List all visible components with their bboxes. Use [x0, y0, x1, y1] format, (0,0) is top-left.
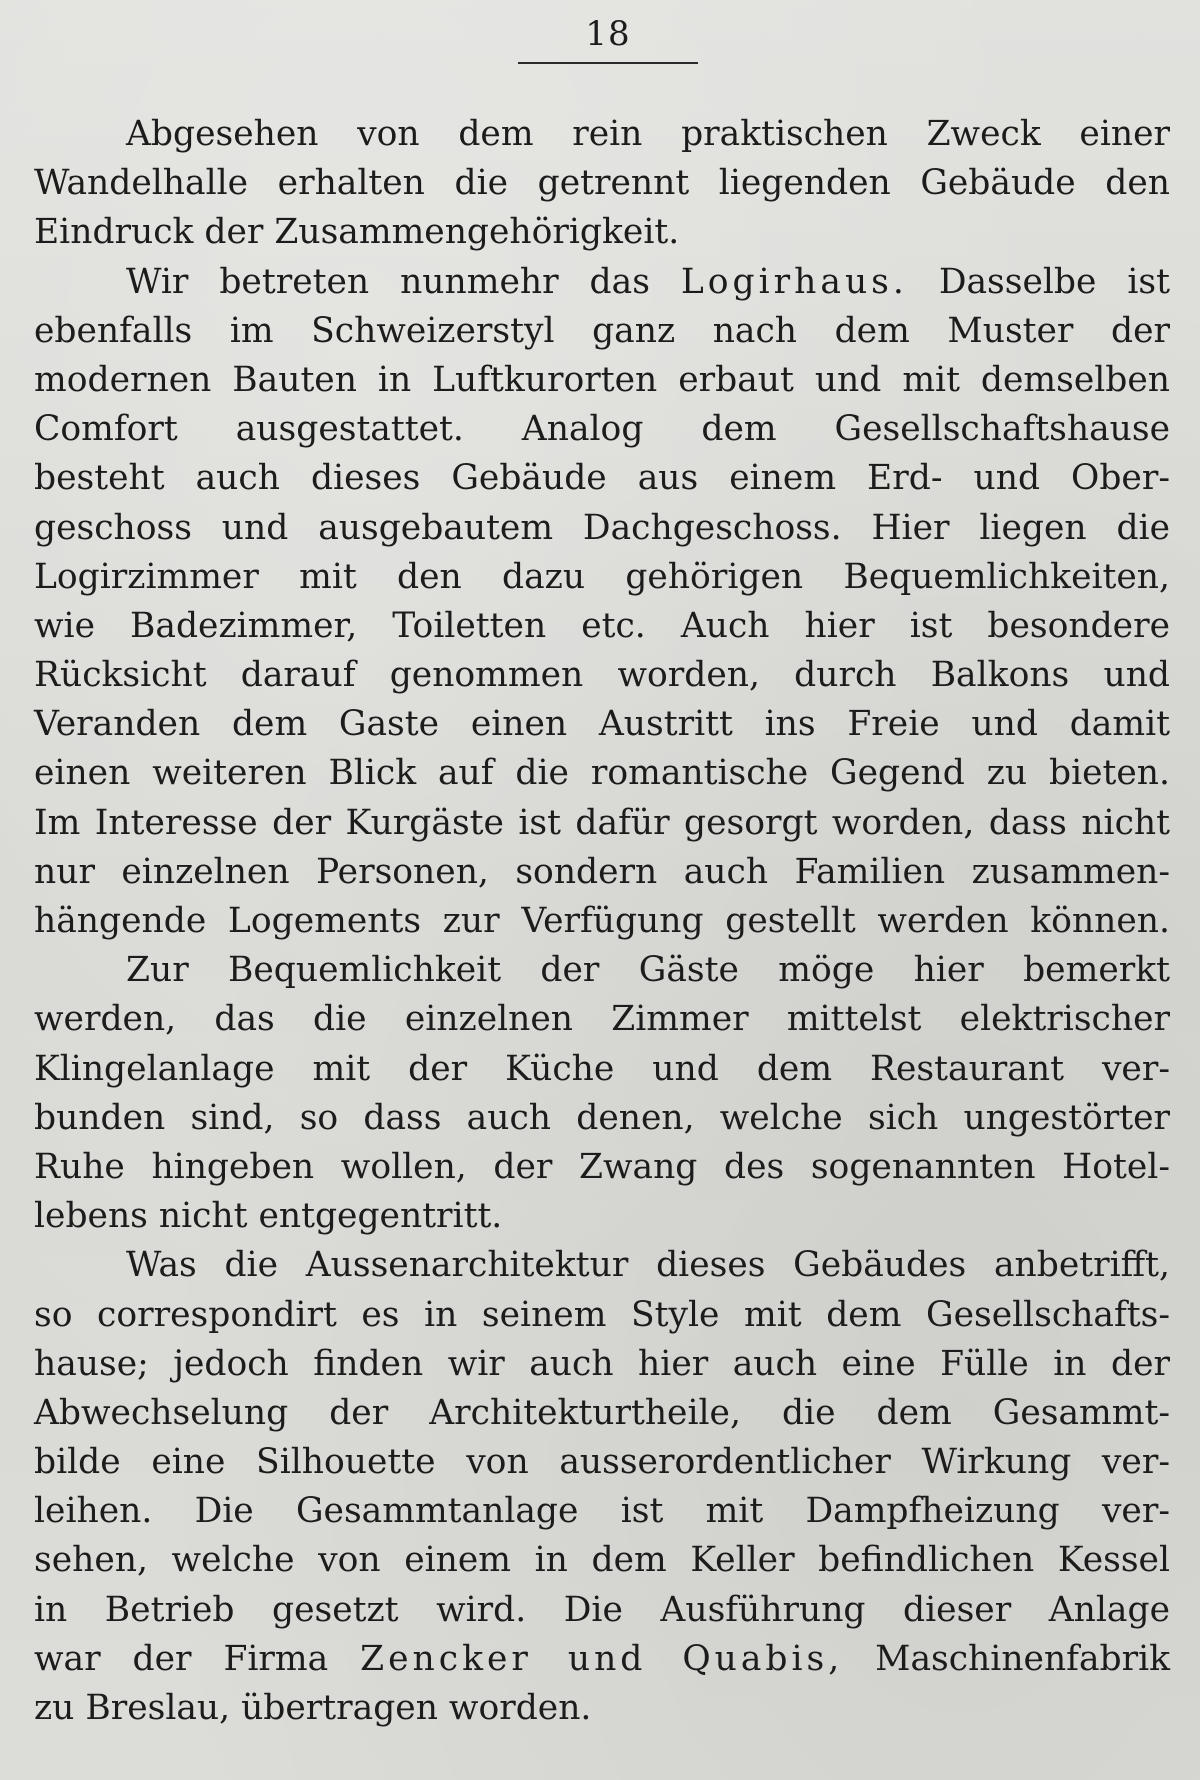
text-line: Im Interesse der Kurgäste ist dafür gesorgt worden, dass nicht	[34, 802, 1170, 843]
spaced-term: Zencker und Quabis,	[360, 1638, 844, 1679]
text-line: geschoss und ausgebautem Dachgeschoss. Hier liegen die	[34, 507, 1170, 548]
text-line: lebens nicht entgegentritt.	[34, 1196, 503, 1237]
text-line: in Betrieb gesetzt wird. Die Ausführung dieser Anlage	[34, 1589, 1170, 1630]
text-line: nur einzelnen Personen, sondern auch Familien zusammen-	[34, 851, 1170, 892]
text-line: hause; jedoch finden wir auch hier auch eine Fülle in der	[34, 1343, 1170, 1384]
text-line: Wandelhalle erhalten die getrennt liegenden Gebäude den	[34, 163, 1170, 204]
paragraph	[34, 1241, 1170, 1733]
text-line	[34, 1635, 1170, 1684]
text-line: besteht auch dieses Gebäude aus einem Erd- und Ober-	[34, 458, 1170, 499]
paragraph	[34, 110, 1170, 258]
text-line: Logirzimmer mit den dazu gehörigen Bequemlichkeiten,	[34, 556, 1170, 597]
text-line: einen weiteren Blick auf die romantische Gegend zu bieten.	[34, 753, 1170, 794]
text-line: Abwechselung der Architekturtheile, die dem Gesammt-	[34, 1392, 1170, 1433]
text-body	[34, 110, 1170, 1733]
text-line: Abgesehen von dem rein praktischen Zweck einer	[126, 114, 1170, 154]
text-line: bilde eine Silhouette von ausserordentlicher Wirkung ver-	[34, 1442, 1170, 1483]
text-line: Comfort ausgestattet. Analog dem Gesellschaftshause	[34, 409, 1170, 450]
text-line: wie Badezimmer, Toiletten etc. Auch hier ist besondere	[34, 605, 1170, 646]
text-line: sehen, welche von einem in dem Keller befindlichen Kessel	[34, 1540, 1170, 1581]
text-fragment: Dasselbe ist	[938, 261, 1170, 302]
text-line: Veranden dem Gaste einen Austritt ins Freie und damit	[34, 704, 1170, 745]
text-fragment: Wir betreten nunmehr das	[126, 261, 650, 302]
header-rule	[518, 62, 698, 64]
text-line: Klingelanlage mit der Küche und dem Restaurant ver-	[34, 1048, 1170, 1089]
text-line: zu Breslau, übertragen worden.	[34, 1688, 592, 1728]
text-line: Rücksicht darauf genommen worden, durch Balkons und	[34, 655, 1170, 696]
page-number: 18	[585, 14, 631, 54]
text-fragment: war der Firma	[34, 1638, 329, 1679]
text-line: Eindruck der Zusammengehörigkeit.	[34, 212, 680, 253]
text-line: so correspondirt es in seinem Style mit dem Gesellschafts-	[34, 1294, 1170, 1335]
text-line: modernen Bauten in Luftkurorten erbaut und mit demselben	[34, 359, 1170, 400]
paragraph	[34, 258, 1170, 947]
text-line: hängende Logements zur Verfügung gestellt werden können.	[34, 901, 1170, 941]
text-line: werden, das die einzelnen Zimmer mittelst elektrischer	[34, 999, 1170, 1040]
text-line: bunden sind, so dass auch denen, welche sich ungestörter	[34, 1097, 1170, 1138]
spaced-term: Logirhaus.	[680, 261, 908, 302]
text-line	[34, 258, 1170, 307]
paragraph	[34, 946, 1170, 1241]
text-line: Was die Aussenarchitektur dieses Gebäudes anbetrifft,	[126, 1245, 1170, 1286]
text-line: leihen. Die Gesammtanlage ist mit Dampfheizung ver-	[34, 1491, 1170, 1532]
text-line: ebenfalls im Schweizerstyl ganz nach dem Muster der	[34, 310, 1170, 351]
text-line: Ruhe hingeben wollen, der Zwang des sogenannten Hotel-	[34, 1146, 1170, 1187]
text-fragment: Maschinenfabrik	[875, 1638, 1171, 1679]
text-line: Zur Bequemlichkeit der Gäste möge hier bemerkt	[126, 950, 1170, 991]
